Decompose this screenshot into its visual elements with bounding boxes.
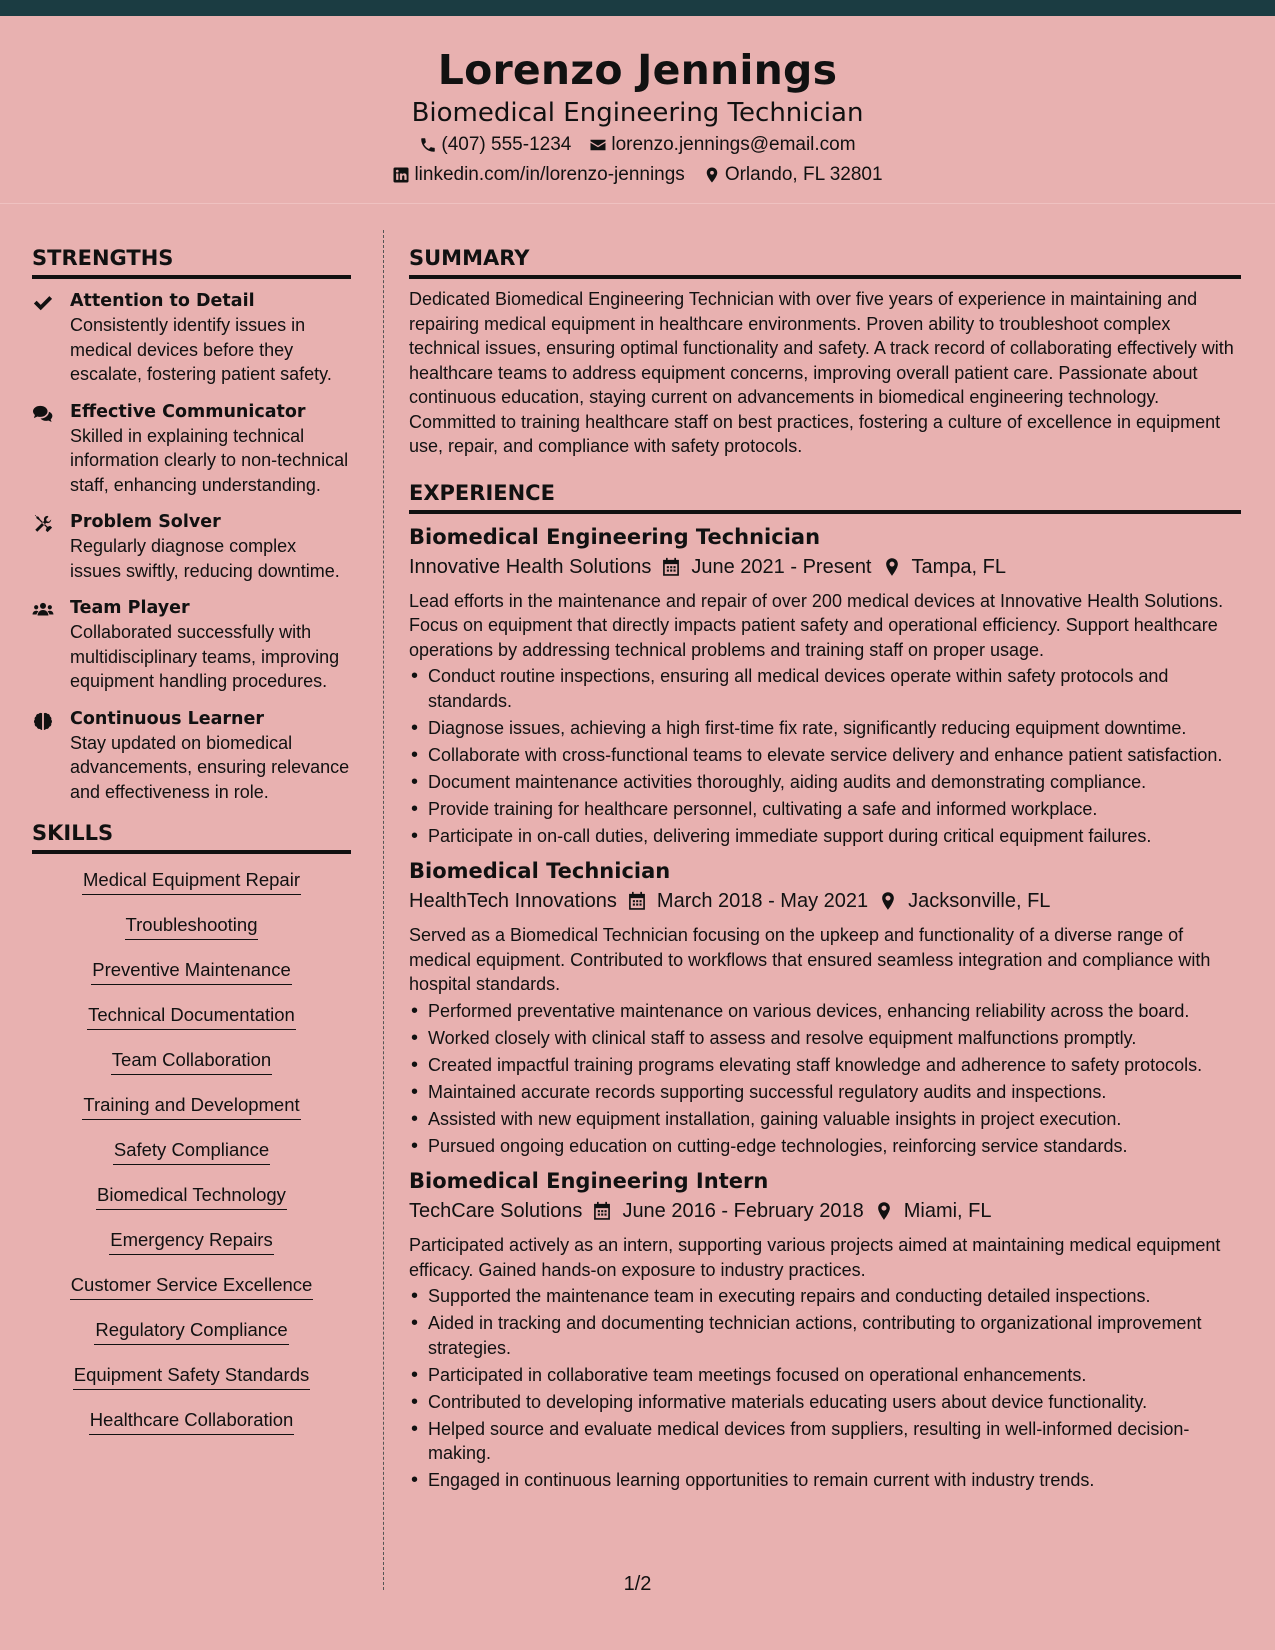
- job-company: Innovative Health Solutions: [409, 555, 652, 578]
- check-icon: [32, 289, 70, 387]
- job-entry: [409, 856, 1241, 1158]
- job-location: Jacksonville, FL: [908, 890, 1051, 912]
- strengths-list: [32, 289, 351, 804]
- skills-list: [32, 866, 351, 1451]
- skill-item: Safety Compliance: [113, 1136, 270, 1165]
- summary-text: Dedicated Biomedical Engineering Technician with over five years of experience in maintaining and repairing medical equipment in healthcare environments. Proven ability to troubleshoot complex technical issues, ensuring optimal functionality and safety. A track record of collaborating effectively with healthcare teams to address equipment concerns, improving overall patient care. Passionate about continuous education, staying current on advancements in biomedical engineering technology. Committed to training healthcare staff on best practices, fostering a culture of excellence in equipment use, repair, and compliance with safety protocols.: [409, 289, 1234, 456]
- job-bullet: • Provide training for healthcare personnel, cultivating a safe and informed workplace.: [409, 797, 1241, 822]
- calendar-icon: [592, 1201, 612, 1221]
- strength-item: [32, 400, 351, 498]
- resume-header: [0, 16, 1275, 204]
- job-bullet: • Worked closely with clinical staff to assess and resolve equipment malfunctions promptly.: [409, 1026, 1241, 1051]
- map-pin-icon: [874, 1201, 894, 1221]
- job-meta: [409, 886, 1241, 916]
- skill-item: Technical Documentation: [87, 1001, 296, 1030]
- strength-desc: Collaborated successfully with multidisciplinary teams, improving equipment handling procedures.: [70, 622, 340, 691]
- job-bullets: [409, 999, 1241, 1159]
- experience-heading: EXPERIENCE: [409, 477, 1241, 514]
- linkedin-contact[interactable]: [392, 160, 684, 190]
- calendar-icon: [661, 557, 681, 577]
- job-bullet: • Conduct routine inspections, ensuring all medical devices operate within safety protocols and standards.: [409, 664, 1241, 713]
- skills-heading: SKILLS: [32, 817, 351, 854]
- strength-title: Attention to Detail: [70, 291, 255, 311]
- job-company: HealthTech Innovations: [409, 890, 617, 912]
- strength-title: Effective Communicator: [70, 401, 306, 422]
- skills-section: [32, 817, 351, 1451]
- skill-item: Customer Service Excellence: [70, 1271, 314, 1300]
- skill-item: Regulatory Compliance: [94, 1316, 288, 1345]
- job-bullets: [409, 1284, 1241, 1493]
- location-contact: [703, 160, 883, 190]
- job-dates: June 2016 - February 2018: [622, 1200, 864, 1222]
- job-dates: March 2018 - May 2021: [656, 890, 869, 912]
- strength-desc: Regularly diagnose complex issues swiftly, reducing downtime.: [70, 536, 340, 581]
- calendar-icon: [627, 891, 647, 911]
- left-column: [32, 242, 351, 1451]
- users-icon: [32, 596, 70, 694]
- job-location: Miami, FL: [903, 1200, 992, 1222]
- skill-item: Medical Equipment Repair: [82, 866, 301, 895]
- strength-title: Continuous Learner: [70, 708, 265, 729]
- map-pin-icon: [878, 891, 898, 911]
- strength-desc: Skilled in explaining technical information clearly to non-technical staff, enhancing understanding.: [70, 425, 349, 495]
- envelope-icon: [589, 136, 607, 154]
- job-bullet: • Supported the maintenance team in executing repairs and conducting detailed inspections.: [409, 1284, 1241, 1309]
- strength-desc: Consistently identify issues in medical devices before they escalate, fostering patient safety.: [70, 315, 332, 384]
- job-title: Biomedical Technician: [409, 859, 671, 883]
- linkedin-icon: [392, 166, 410, 184]
- strength-item: [32, 707, 351, 805]
- experience-section: [409, 477, 1241, 1493]
- job-bullet: • Participate in on-call duties, delivering immediate support during critical equipment failures.: [409, 824, 1241, 849]
- job-description: Served as a Biomedical Technician focusing on the upkeep and functionality of a diverse range of medical equipment. Contributed to workflows that ensured seamless integration and compliance with hospital standards.: [409, 925, 1211, 994]
- job-bullet: • Contributed to developing informative materials educating users about device functionality.: [409, 1390, 1241, 1415]
- skill-item: Emergency Repairs: [109, 1226, 273, 1255]
- job-bullet: • Diagnose issues, achieving a high first-time fix rate, significantly reducing equipment downtime.: [409, 716, 1241, 741]
- phone-contact: [419, 130, 571, 160]
- job-bullet: • Aided in tracking and documenting technician actions, contributing to organizational improvement strategies.: [409, 1311, 1241, 1360]
- job-dates: June 2021 - Present: [691, 555, 872, 578]
- strength-desc: Stay updated on biomedical advancements, ensuring relevance and effectiveness in role.: [70, 732, 350, 802]
- job-bullet: • Document maintenance activities thoroughly, aiding audits and demonstrating compliance.: [409, 770, 1241, 795]
- job-bullet: • Collaborate with cross-functional teams to elevate service delivery and enhance patient satisfaction.: [409, 743, 1241, 768]
- strength-item: [32, 289, 351, 387]
- job-bullet: • Engaged in continuous learning opportunities to remain current with industry trends.: [409, 1468, 1241, 1493]
- skill-item: Training and Development: [82, 1091, 300, 1120]
- chat-bubbles-icon: [32, 400, 70, 498]
- right-column: [409, 242, 1241, 1495]
- job-bullets: [409, 664, 1241, 848]
- job-bullet: • Helped source and evaluate medical devices from suppliers, resulting in well-informed decision-making.: [409, 1417, 1241, 1466]
- strength-title: Team Player: [70, 598, 190, 618]
- job-bullet: • Participated in collaborative team meetings focused on operational enhancements.: [409, 1363, 1241, 1388]
- contact-row-2: [0, 160, 1275, 190]
- skill-item: Biomedical Technology: [96, 1181, 287, 1210]
- top-bar: [0, 0, 1275, 16]
- email-text: lorenzo.jennings@email.com: [611, 134, 856, 155]
- brain-icon: [32, 707, 70, 805]
- job-entry: [409, 1166, 1241, 1493]
- job-entry: [409, 522, 1241, 849]
- summary-heading: SUMMARY: [409, 242, 1241, 279]
- skill-item: Team Collaboration: [111, 1046, 272, 1075]
- strength-item: [32, 510, 351, 583]
- job-bullet: • Performed preventative maintenance on various devices, enhancing reliability across the board.: [409, 999, 1241, 1024]
- job-bullet: • Maintained accurate records supporting successful regulatory audits and inspections.: [409, 1080, 1241, 1105]
- job-location: Tampa, FL: [911, 555, 1006, 578]
- strengths-heading: STRENGTHS: [32, 242, 351, 279]
- candidate-title: Biomedical Engineering Technician: [411, 98, 864, 128]
- candidate-name: Lorenzo Jennings: [437, 46, 838, 94]
- job-meta: [409, 1196, 1241, 1226]
- job-title: Biomedical Engineering Intern: [409, 1169, 769, 1193]
- strength-item: [32, 596, 351, 694]
- job-bullet: • Created impactful training programs elevating staff knowledge and adherence to safety protocols.: [409, 1053, 1241, 1078]
- job-title: Biomedical Engineering Technician: [409, 524, 821, 549]
- skill-item: Equipment Safety Standards: [73, 1361, 311, 1390]
- skill-item: Healthcare Collaboration: [89, 1406, 295, 1435]
- strength-title: Problem Solver: [70, 512, 221, 532]
- email-contact[interactable]: [589, 130, 855, 160]
- contact-row-1: [0, 130, 1275, 160]
- job-description: Participated actively as an intern, supporting various projects aimed at maintaining medical equipment efficacy. Gained hands-on exposure to industry practices.: [409, 1235, 1221, 1280]
- linkedin-text: linkedin.com/in/lorenzo-jennings: [414, 164, 685, 185]
- job-company: TechCare Solutions: [409, 1200, 583, 1222]
- column-divider: [383, 230, 384, 1590]
- job-description: Lead efforts in the maintenance and repair of over 200 medical devices at Innovative Health Solutions. Focus on equipment that directly impacts patient safety and operational efficiency. Support healthcare operations by addressing technical problems and training staff on proper usage.: [409, 590, 1224, 660]
- skill-item: Troubleshooting: [125, 911, 259, 940]
- phone-text: (407) 555-1234: [441, 134, 572, 155]
- map-pin-icon: [703, 166, 721, 184]
- tools-icon: [32, 510, 70, 583]
- skill-item: Preventive Maintenance: [91, 956, 291, 985]
- job-meta: [409, 552, 1241, 582]
- phone-icon: [419, 136, 437, 154]
- page-number: 1/2: [623, 1573, 652, 1595]
- job-bullet: • Pursued ongoing education on cutting-edge technologies, reinforcing service standards.: [409, 1134, 1241, 1159]
- map-pin-icon: [882, 557, 902, 577]
- job-bullet: • Assisted with new equipment installation, gaining valuable insights in project execution.: [409, 1107, 1241, 1132]
- location-text: Orlando, FL 32801: [724, 164, 883, 185]
